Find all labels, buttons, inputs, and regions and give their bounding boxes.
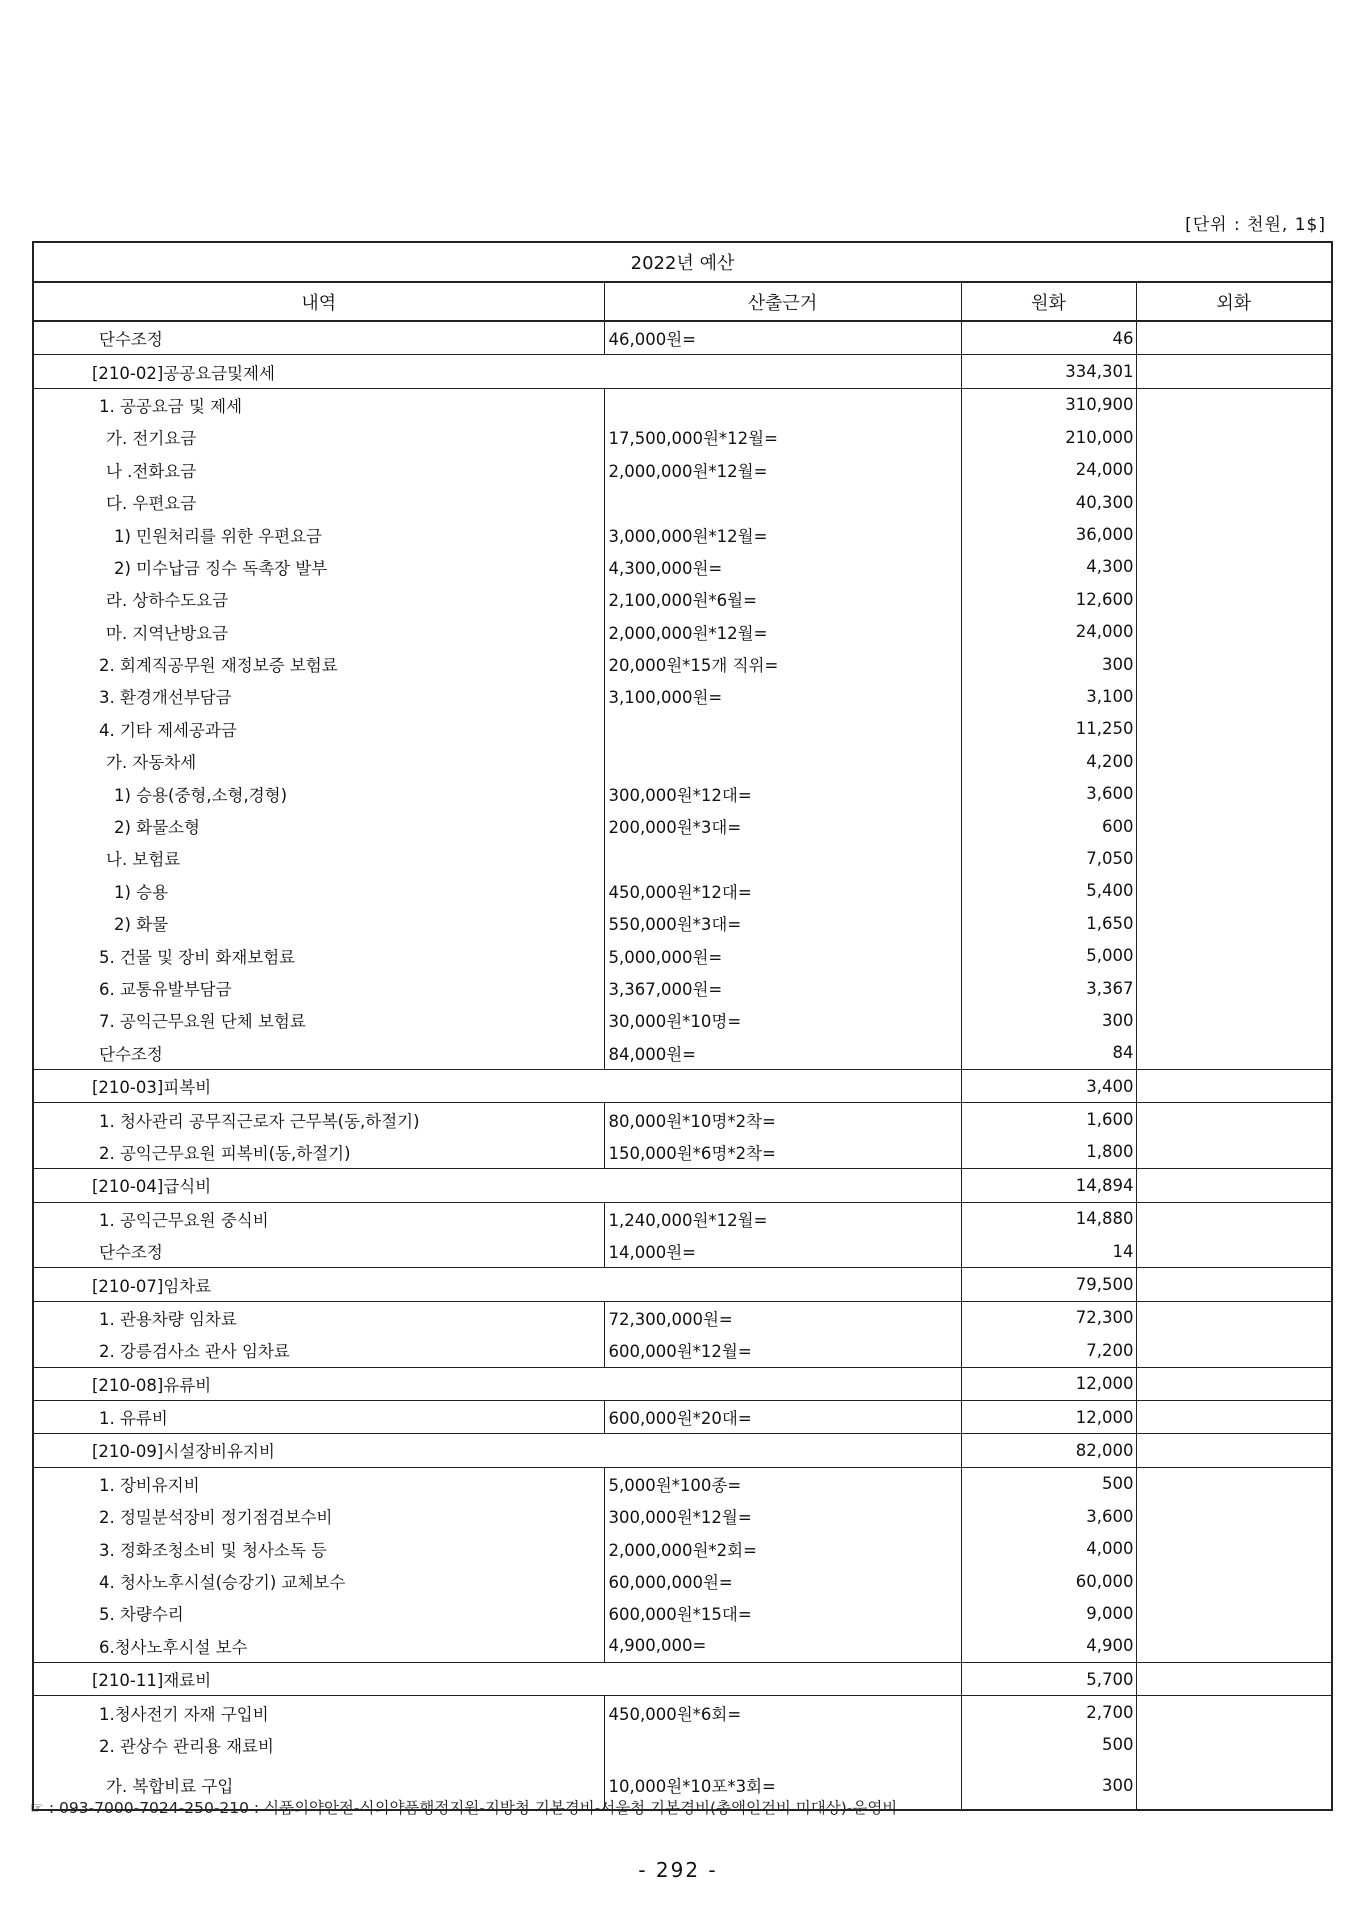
row-description: 1) 승용 xyxy=(33,875,604,907)
budget-table xyxy=(32,241,1333,1811)
page-number: - 292 - xyxy=(638,1858,718,1882)
table-row xyxy=(33,454,1332,486)
table-row xyxy=(33,842,1332,874)
table-row xyxy=(33,518,1332,550)
row-description: 2) 화물 xyxy=(33,907,604,939)
unit-label: [단위 : 천원, 1$] xyxy=(1185,215,1326,235)
header-krw: 원화 xyxy=(961,282,1136,321)
row-foreign xyxy=(1136,1761,1332,1810)
footnote: ☞ : 093-7000-7024-250-210 : 식품의약안전-식의약품행정지원-지방청 기본경비-서울청 기본경비(총액인건비 미대상)-운영비 xyxy=(30,1799,898,1817)
row-basis: 600,000원*12월= xyxy=(604,1334,961,1367)
table-row xyxy=(33,1202,1332,1235)
section-krw: 79,500 xyxy=(961,1268,1136,1301)
row-krw: 24,000 xyxy=(961,616,1136,648)
row-description: 2. 공익근무요원 피복비(동,하절기) xyxy=(33,1136,604,1169)
row-description: 4. 청사노후시설(승강기) 교체보수 xyxy=(33,1565,604,1597)
section-row xyxy=(33,1268,1332,1301)
row-basis: 80,000원*10명*2착= xyxy=(604,1103,961,1136)
row-foreign xyxy=(1136,745,1332,777)
table-row xyxy=(33,1037,1332,1070)
section-label: [210-08]유류비 xyxy=(33,1367,961,1400)
section-row xyxy=(33,1367,1332,1400)
row-krw: 7,050 xyxy=(961,842,1136,874)
row-description: 1. 공익근무요원 중식비 xyxy=(33,1202,604,1235)
section-foreign xyxy=(1136,1069,1332,1102)
row-foreign xyxy=(1136,1103,1332,1136)
row-krw: 5,400 xyxy=(961,875,1136,907)
row-foreign xyxy=(1136,551,1332,583)
section-row xyxy=(33,1663,1332,1696)
row-description: 1. 청사관리 공무직근로자 근무복(동,하절기) xyxy=(33,1103,604,1136)
row-foreign xyxy=(1136,1532,1332,1564)
row-description: 가. 자동차세 xyxy=(33,745,604,777)
row-foreign xyxy=(1136,1301,1332,1334)
row-krw: 2,700 xyxy=(961,1696,1136,1729)
row-description: 5. 건물 및 장비 화재보험료 xyxy=(33,939,604,971)
table-row xyxy=(33,616,1332,648)
row-foreign xyxy=(1136,1334,1332,1367)
row-krw: 310,900 xyxy=(961,388,1136,421)
row-foreign xyxy=(1136,907,1332,939)
row-foreign xyxy=(1136,616,1332,648)
table-row xyxy=(33,1136,1332,1169)
table-row xyxy=(33,1103,1332,1136)
row-description: 1) 민원처리를 위한 우편요금 xyxy=(33,518,604,550)
section-krw: 82,000 xyxy=(961,1434,1136,1467)
row-krw: 14 xyxy=(961,1235,1136,1268)
row-krw: 12,600 xyxy=(961,583,1136,615)
row-description: 단수조정 xyxy=(33,1037,604,1070)
row-krw: 3,367 xyxy=(961,972,1136,1004)
row-description: 라. 상하수도요금 xyxy=(33,583,604,615)
row-basis: 600,000원*20대= xyxy=(604,1400,961,1433)
table-row xyxy=(33,1235,1332,1268)
row-krw: 24,000 xyxy=(961,454,1136,486)
row-basis xyxy=(604,842,961,874)
table-row xyxy=(33,421,1332,453)
table-row xyxy=(33,1334,1332,1367)
table-body xyxy=(33,321,1332,1810)
row-description: 2) 미수납금 징수 독촉장 발부 xyxy=(33,551,604,583)
table-row xyxy=(33,1630,1332,1663)
table-row xyxy=(33,1696,1332,1729)
table-row xyxy=(33,907,1332,939)
row-basis: 10,000원*10포*3회= xyxy=(604,1761,961,1810)
row-foreign xyxy=(1136,388,1332,421)
row-basis: 46,000원= xyxy=(604,321,961,355)
row-description: 가. 전기요금 xyxy=(33,421,604,453)
header-foreign: 외화 xyxy=(1136,282,1332,321)
row-basis: 550,000원*3대= xyxy=(604,907,961,939)
section-row xyxy=(33,1169,1332,1202)
row-krw: 9,000 xyxy=(961,1597,1136,1629)
row-basis xyxy=(604,713,961,745)
header-description: 내역 xyxy=(33,282,604,321)
row-foreign xyxy=(1136,810,1332,842)
row-basis: 20,000원*15개 직위= xyxy=(604,648,961,680)
table-row xyxy=(33,388,1332,421)
section-label: [210-11]재료비 xyxy=(33,1663,961,1696)
section-krw: 12,000 xyxy=(961,1367,1136,1400)
row-basis: 5,000원*100종= xyxy=(604,1467,961,1500)
row-basis: 4,300,000원= xyxy=(604,551,961,583)
row-basis: 2,000,000원*2회= xyxy=(604,1532,961,1564)
row-description: 다. 우편요금 xyxy=(33,486,604,518)
row-basis xyxy=(604,1729,961,1761)
table-row xyxy=(33,745,1332,777)
table-row xyxy=(33,1400,1332,1433)
row-foreign xyxy=(1136,321,1332,355)
row-krw: 500 xyxy=(961,1467,1136,1500)
row-krw: 11,250 xyxy=(961,713,1136,745)
row-krw: 40,300 xyxy=(961,486,1136,518)
row-krw: 1,800 xyxy=(961,1136,1136,1169)
row-basis: 2,100,000원*6월= xyxy=(604,583,961,615)
row-basis: 14,000원= xyxy=(604,1235,961,1268)
table-row xyxy=(33,1004,1332,1036)
row-krw: 300 xyxy=(961,1761,1136,1810)
table-title: 2022년 예산 xyxy=(33,242,1332,282)
row-krw: 4,300 xyxy=(961,551,1136,583)
row-krw: 12,000 xyxy=(961,1400,1136,1433)
row-description: 6. 교통유발부담금 xyxy=(33,972,604,1004)
row-foreign xyxy=(1136,1565,1332,1597)
row-krw: 4,200 xyxy=(961,745,1136,777)
table-row xyxy=(33,777,1332,809)
table-row xyxy=(33,810,1332,842)
row-basis: 3,000,000원*12월= xyxy=(604,518,961,550)
table-row xyxy=(33,1597,1332,1629)
row-foreign xyxy=(1136,777,1332,809)
table-row xyxy=(33,551,1332,583)
row-krw: 210,000 xyxy=(961,421,1136,453)
table-row xyxy=(33,1729,1332,1761)
row-foreign xyxy=(1136,1400,1332,1433)
row-krw: 300 xyxy=(961,648,1136,680)
section-row xyxy=(33,1434,1332,1467)
row-description: 2) 화물소형 xyxy=(33,810,604,842)
row-basis: 2,000,000원*12월= xyxy=(604,616,961,648)
row-foreign xyxy=(1136,1202,1332,1235)
row-foreign xyxy=(1136,972,1332,1004)
row-description: 1.청사전기 자재 구입비 xyxy=(33,1696,604,1729)
row-krw: 46 xyxy=(961,321,1136,355)
row-basis: 5,000,000원= xyxy=(604,939,961,971)
section-foreign xyxy=(1136,1663,1332,1696)
row-description: 가. 복합비료 구입 xyxy=(33,1761,604,1810)
table-row xyxy=(33,1565,1332,1597)
row-krw: 36,000 xyxy=(961,518,1136,550)
row-krw: 4,900 xyxy=(961,1630,1136,1663)
table-row xyxy=(33,875,1332,907)
row-description: 2. 회계직공무원 재정보증 보험료 xyxy=(33,648,604,680)
section-krw: 5,700 xyxy=(961,1663,1136,1696)
row-description: 3. 환경개선부담금 xyxy=(33,680,604,712)
row-description: 2. 강릉검사소 관사 임차료 xyxy=(33,1334,604,1367)
table-row xyxy=(33,713,1332,745)
row-foreign xyxy=(1136,1729,1332,1761)
row-basis xyxy=(604,486,961,518)
row-krw: 4,000 xyxy=(961,1532,1136,1564)
row-foreign xyxy=(1136,454,1332,486)
row-description: 5. 차량수리 xyxy=(33,1597,604,1629)
row-basis: 4,900,000= xyxy=(604,1630,961,1663)
row-krw: 14,880 xyxy=(961,1202,1136,1235)
section-krw: 334,301 xyxy=(961,355,1136,388)
section-foreign xyxy=(1136,355,1332,388)
row-krw: 72,300 xyxy=(961,1301,1136,1334)
row-description: 마. 지역난방요금 xyxy=(33,616,604,648)
row-basis: 72,300,000원= xyxy=(604,1301,961,1334)
row-basis xyxy=(604,745,961,777)
section-label: [210-03]피복비 xyxy=(33,1069,961,1102)
row-krw: 1,600 xyxy=(961,1103,1136,1136)
row-krw: 600 xyxy=(961,810,1136,842)
row-foreign xyxy=(1136,421,1332,453)
table-header-row xyxy=(33,282,1332,321)
table-row xyxy=(33,648,1332,680)
row-krw: 3,600 xyxy=(961,777,1136,809)
row-foreign xyxy=(1136,518,1332,550)
row-foreign xyxy=(1136,1630,1332,1663)
table-row xyxy=(33,321,1332,355)
section-foreign xyxy=(1136,1434,1332,1467)
row-foreign xyxy=(1136,1500,1332,1532)
row-foreign xyxy=(1136,1696,1332,1729)
section-row xyxy=(33,355,1332,388)
row-krw: 1,650 xyxy=(961,907,1136,939)
row-foreign xyxy=(1136,1467,1332,1500)
section-foreign xyxy=(1136,1268,1332,1301)
row-foreign xyxy=(1136,583,1332,615)
row-foreign xyxy=(1136,680,1332,712)
row-description: 나 .전화요금 xyxy=(33,454,604,486)
row-krw: 5,000 xyxy=(961,939,1136,971)
row-foreign xyxy=(1136,875,1332,907)
row-krw: 3,600 xyxy=(961,1500,1136,1532)
table-row xyxy=(33,1301,1332,1334)
row-foreign xyxy=(1136,842,1332,874)
table-row xyxy=(33,1500,1332,1532)
row-foreign xyxy=(1136,1235,1332,1268)
header-basis: 산출근거 xyxy=(604,282,961,321)
row-description: 6.청사노후시설 보수 xyxy=(33,1630,604,1663)
table-row xyxy=(33,1532,1332,1564)
row-krw: 84 xyxy=(961,1037,1136,1070)
row-krw: 60,000 xyxy=(961,1565,1136,1597)
table-row xyxy=(33,939,1332,971)
row-basis: 450,000원*12대= xyxy=(604,875,961,907)
row-krw: 500 xyxy=(961,1729,1136,1761)
section-label: [210-09]시설장비유지비 xyxy=(33,1434,961,1467)
section-label: [210-02]공공요금및제세 xyxy=(33,355,961,388)
section-krw: 14,894 xyxy=(961,1169,1136,1202)
row-basis: 150,000원*6명*2착= xyxy=(604,1136,961,1169)
row-foreign xyxy=(1136,648,1332,680)
section-foreign xyxy=(1136,1367,1332,1400)
row-description: 3. 정화조청소비 및 청사소독 등 xyxy=(33,1532,604,1564)
row-description: 4. 기타 제세공과금 xyxy=(33,713,604,745)
row-foreign xyxy=(1136,1004,1332,1036)
table-row xyxy=(33,972,1332,1004)
row-description: 2. 관상수 관리용 재료비 xyxy=(33,1729,604,1761)
row-basis: 60,000,000원= xyxy=(604,1565,961,1597)
table-title-row xyxy=(33,242,1332,282)
row-basis: 2,000,000원*12월= xyxy=(604,454,961,486)
row-krw: 3,100 xyxy=(961,680,1136,712)
row-description: 나. 보험료 xyxy=(33,842,604,874)
table-row xyxy=(33,680,1332,712)
row-basis xyxy=(604,388,961,421)
row-krw: 300 xyxy=(961,1004,1136,1036)
row-foreign xyxy=(1136,486,1332,518)
section-krw: 3,400 xyxy=(961,1069,1136,1102)
row-basis: 3,367,000원= xyxy=(604,972,961,1004)
row-description: 1. 공공요금 및 제세 xyxy=(33,388,604,421)
row-krw: 7,200 xyxy=(961,1334,1136,1367)
row-basis: 200,000원*3대= xyxy=(604,810,961,842)
row-basis: 300,000원*12월= xyxy=(604,1500,961,1532)
section-foreign xyxy=(1136,1169,1332,1202)
row-basis: 30,000원*10명= xyxy=(604,1004,961,1036)
row-foreign xyxy=(1136,1136,1332,1169)
row-foreign xyxy=(1136,713,1332,745)
row-description: 2. 정밀분석장비 정기점검보수비 xyxy=(33,1500,604,1532)
row-basis: 1,240,000원*12월= xyxy=(604,1202,961,1235)
row-basis: 3,100,000원= xyxy=(604,680,961,712)
table-row xyxy=(33,486,1332,518)
section-label: [210-07]임차료 xyxy=(33,1268,961,1301)
row-description: 1. 관용차량 임차료 xyxy=(33,1301,604,1334)
row-basis: 300,000원*12대= xyxy=(604,777,961,809)
row-basis: 450,000원*6회= xyxy=(604,1696,961,1729)
row-description: 1) 승용(중형,소형,경형) xyxy=(33,777,604,809)
section-row xyxy=(33,1069,1332,1102)
table-row xyxy=(33,1467,1332,1500)
row-description: 단수조정 xyxy=(33,1235,604,1268)
row-basis: 600,000원*15대= xyxy=(604,1597,961,1629)
row-description: 1. 장비유지비 xyxy=(33,1467,604,1500)
section-label: [210-04]급식비 xyxy=(33,1169,961,1202)
row-description: 7. 공익근무요원 단체 보험료 xyxy=(33,1004,604,1036)
row-foreign xyxy=(1136,1597,1332,1629)
row-basis: 17,500,000원*12월= xyxy=(604,421,961,453)
row-foreign xyxy=(1136,939,1332,971)
table-row xyxy=(33,583,1332,615)
row-description: 1. 유류비 xyxy=(33,1400,604,1433)
row-foreign xyxy=(1136,1037,1332,1070)
row-basis: 84,000원= xyxy=(604,1037,961,1070)
row-description: 단수조정 xyxy=(33,321,604,355)
